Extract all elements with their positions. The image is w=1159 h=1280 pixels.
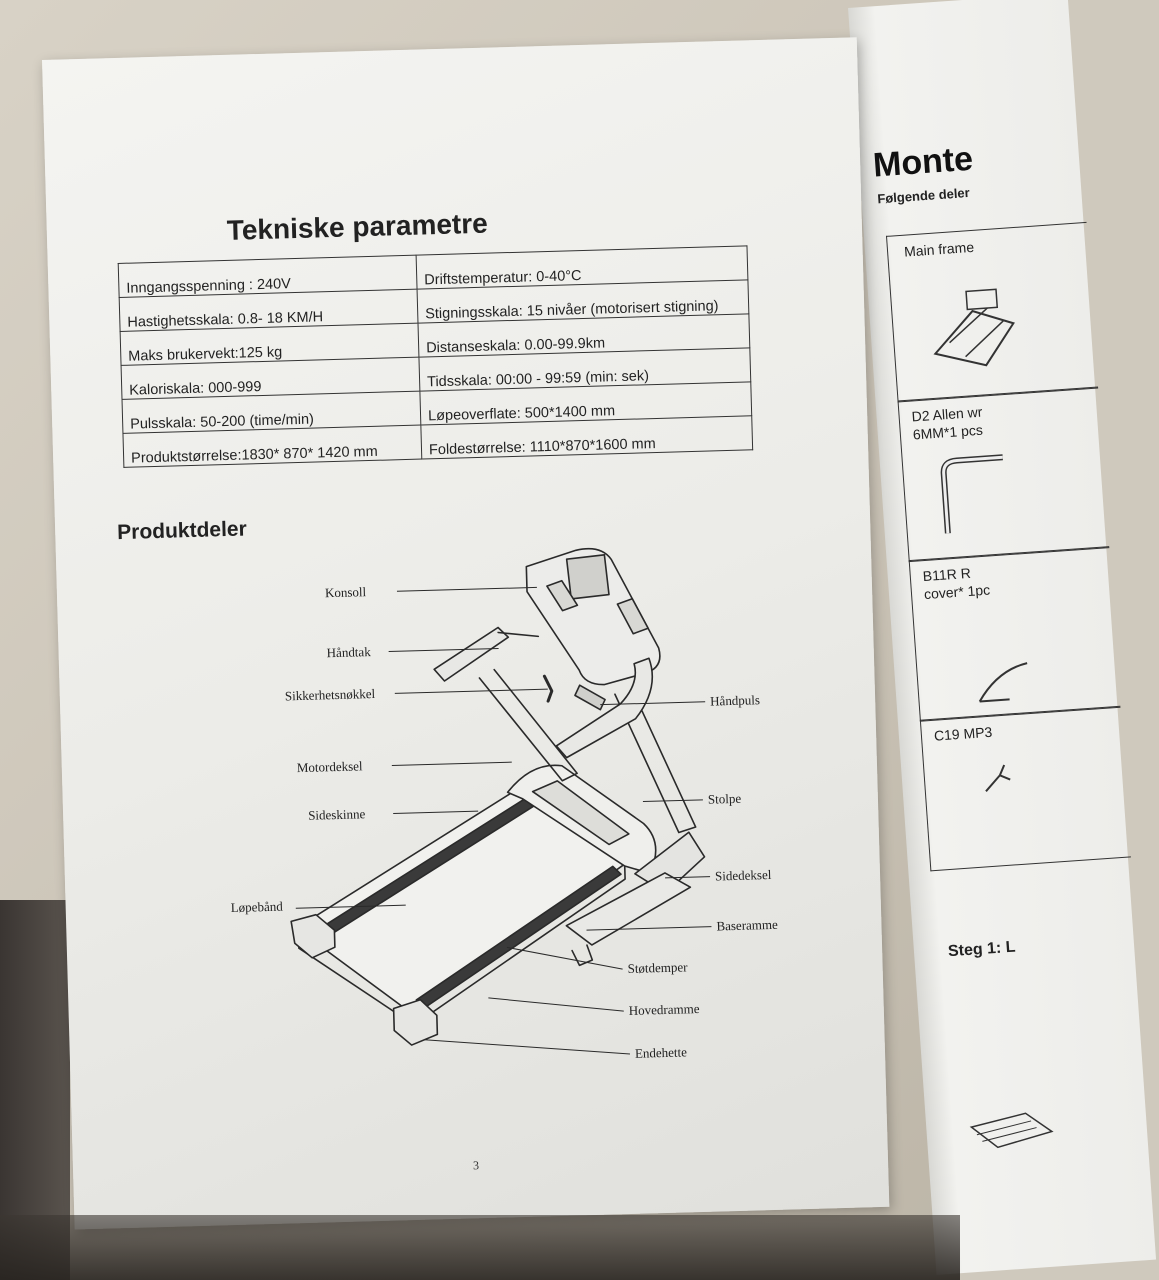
step-label: Steg 1: L bbox=[947, 938, 1017, 961]
console-screen bbox=[567, 555, 609, 599]
spec-cell: Foldestørrelse: 1110*870*1600 mm bbox=[421, 416, 753, 459]
label-hovedramme: Hovedramme bbox=[628, 1001, 700, 1018]
parts-cell-cover bbox=[909, 546, 1121, 722]
spec-cell: Distanseskala: 0.00-99.9km bbox=[418, 314, 750, 357]
spec-cell: Driftstemperatur: 0-40°C bbox=[416, 246, 748, 289]
spec-cell: Løpeoverflate: 500*1400 mm bbox=[420, 382, 752, 425]
spec-cell: Maks brukervekt:125 kg bbox=[120, 323, 419, 365]
label-stotdemper: Støtdemper bbox=[627, 959, 688, 977]
section-title: Produktdeler bbox=[116, 517, 248, 545]
parts-cell-main-frame bbox=[886, 222, 1098, 403]
spec-cell: Tidsskala: 00:00 - 99:59 (min: sek) bbox=[419, 348, 751, 391]
parts-cell-mp3 bbox=[920, 706, 1131, 872]
label-endehette: Endehette bbox=[634, 1044, 688, 1061]
manual-page bbox=[42, 37, 889, 1229]
label-stolpe: Stolpe bbox=[707, 790, 742, 807]
label-handtak: Håndtak bbox=[326, 644, 371, 661]
page-number: 3 bbox=[472, 1158, 480, 1173]
spec-cell: Inngangsspenning : 240V bbox=[118, 255, 417, 297]
page-title: Tekniske parametre bbox=[226, 207, 489, 246]
part-qty: 6MM*1 pcs bbox=[912, 421, 984, 443]
mp3-cable-icon bbox=[979, 759, 1022, 802]
label-sideskinne: Sideskinne bbox=[307, 806, 366, 823]
label-sikkerhetsnokkel: Sikkerhetsnøkkel bbox=[284, 685, 376, 704]
parts-cell-allen-wrench bbox=[898, 386, 1110, 562]
label-baseramme: Baseramme bbox=[716, 916, 779, 934]
part-qty: cover* 1pc bbox=[923, 581, 991, 603]
part-name: B11R R bbox=[922, 564, 972, 585]
label-lopebaand: Løpebånd bbox=[230, 898, 283, 916]
rear-right-endcap bbox=[393, 999, 437, 1045]
spec-cell: Hastighetsskala: 0.8- 18 KM/H bbox=[119, 289, 418, 331]
label-konsoll: Konsoll bbox=[324, 584, 367, 601]
label-sidedeksel: Sidedeksel bbox=[714, 866, 772, 884]
spec-cell: Kaloriskala: 000-999 bbox=[121, 357, 420, 399]
cover-icon bbox=[966, 647, 1050, 712]
right-page-title: Monte bbox=[871, 139, 975, 185]
spec-cell: Stigningsskala: 15 nivåer (motorisert stigning) bbox=[417, 280, 749, 323]
treadmill-diagram bbox=[42, 37, 889, 1229]
safety-key bbox=[544, 676, 552, 701]
table-edge-shadow bbox=[0, 1215, 960, 1280]
label-handpuls: Håndpuls bbox=[709, 692, 761, 709]
part-name: D2 Allen wr bbox=[911, 403, 983, 425]
spec-cell: Pulsskala: 50-200 (time/min) bbox=[122, 391, 421, 433]
allen-wrench-icon bbox=[932, 449, 1018, 544]
label-motordeksel: Motordeksel bbox=[296, 758, 363, 776]
main-frame-icon bbox=[910, 267, 1037, 385]
spec-cell: Produktstørrelse:1830* 870* 1420 mm bbox=[123, 425, 422, 467]
right-page-subtitle: Følgende deler bbox=[876, 184, 971, 207]
part-name: Main frame bbox=[903, 238, 975, 260]
step-illustration-icon bbox=[965, 1101, 1058, 1157]
part-name: C19 MP3 bbox=[933, 723, 993, 744]
